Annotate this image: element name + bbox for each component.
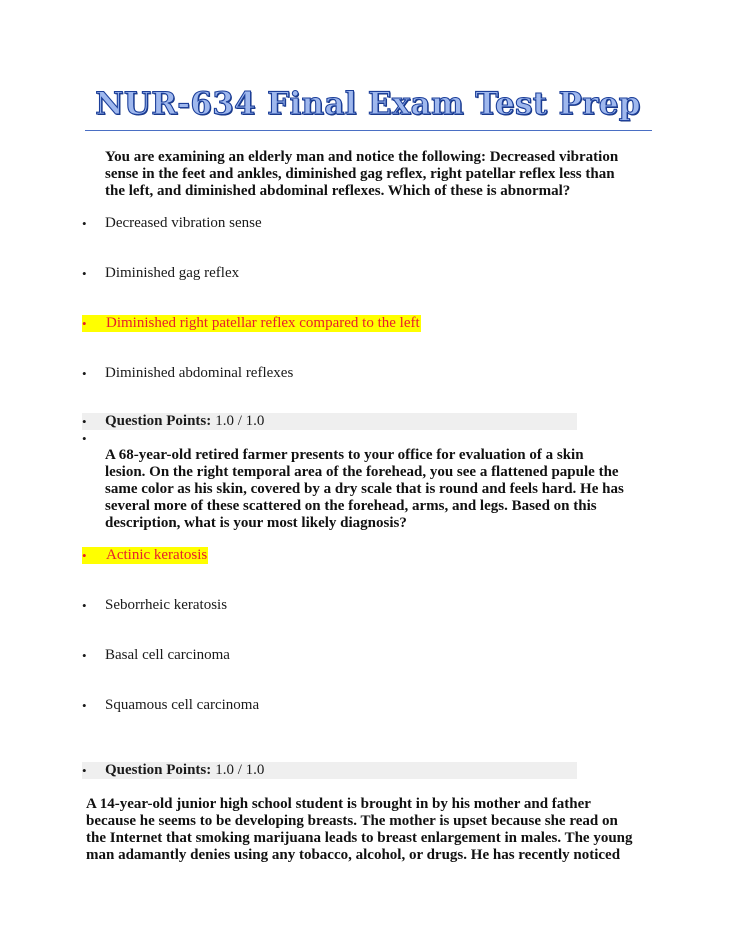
empty-bullet: • (82, 431, 87, 446)
question-2-option-2 (82, 596, 227, 614)
bullet-icon: • (82, 547, 106, 564)
option-text-highlighted: Actinic keratosis (106, 546, 208, 563)
option-text: Basal cell carcinoma (105, 646, 230, 663)
points-value: 1.0 / 1.0 (215, 413, 265, 429)
points-label: Question Points: (105, 413, 212, 429)
option-text: Diminished abdominal reflexes (105, 364, 294, 381)
option-text: Squamous cell carcinoma (105, 696, 260, 713)
bullet-icon: • (82, 647, 87, 663)
bullet-icon: • (82, 265, 87, 281)
question-1-option-3-correct (82, 314, 421, 332)
title-underline (85, 130, 652, 131)
document-title: NUR-634 Final Exam Test Prep (95, 86, 641, 122)
question-2-option-3 (82, 646, 230, 664)
question-3-stem: A 14-year-old junior high school student is brought in by his mother and father because he seems to be developing breasts. The mother is upset because she read on the Internet that smoking marijuana leads to breast enlargement in males. The young man adamantly denies using any tobacco, alcohol, or drugs. He has recently noticed (86, 796, 633, 863)
option-text: Seborrheic keratosis (105, 596, 228, 613)
question-1-option-1 (82, 214, 262, 232)
points-value: 1.0 / 1.0 (215, 762, 265, 778)
question-2-points (82, 762, 577, 779)
question-1-points (82, 413, 577, 430)
bullet-icon: • (82, 597, 87, 613)
question-1-option-4 (82, 364, 293, 382)
points-label: Question Points: (105, 762, 212, 778)
question-2-option-1-correct (82, 546, 208, 564)
bullet-icon: • (82, 315, 106, 332)
option-text: Diminished gag reflex (105, 264, 240, 281)
bullet-icon: • (82, 697, 87, 713)
question-2-stem: A 68-year-old retired farmer presents to your office for evaluation of a skin lesion. On the right temporal area of the forehead, you see a flattened papule the same color as his skin, covered by a dry scale that is round and feels hard. He has several more of these scattered on the forehead, arms, and legs. Based on this description, what is your most likely diagnosis? (105, 447, 624, 531)
bullet-icon: • (82, 414, 87, 429)
bullet-icon: • (82, 763, 87, 778)
bullet-icon: • (82, 365, 87, 381)
question-1-option-2 (82, 264, 239, 282)
option-text: Decreased vibration sense (105, 214, 262, 231)
option-text-highlighted: Diminished right patellar reflex compared to the left (106, 314, 420, 331)
question-2-option-4 (82, 696, 259, 714)
question-1-stem: You are examining an elderly man and notice the following: Decreased vibration sense in the feet and ankles, diminished gag reflex, right patellar reflex less than the left, and diminished abdominal reflexes. Which of these is abnormal? (105, 149, 619, 199)
bullet-icon: • (82, 215, 87, 231)
